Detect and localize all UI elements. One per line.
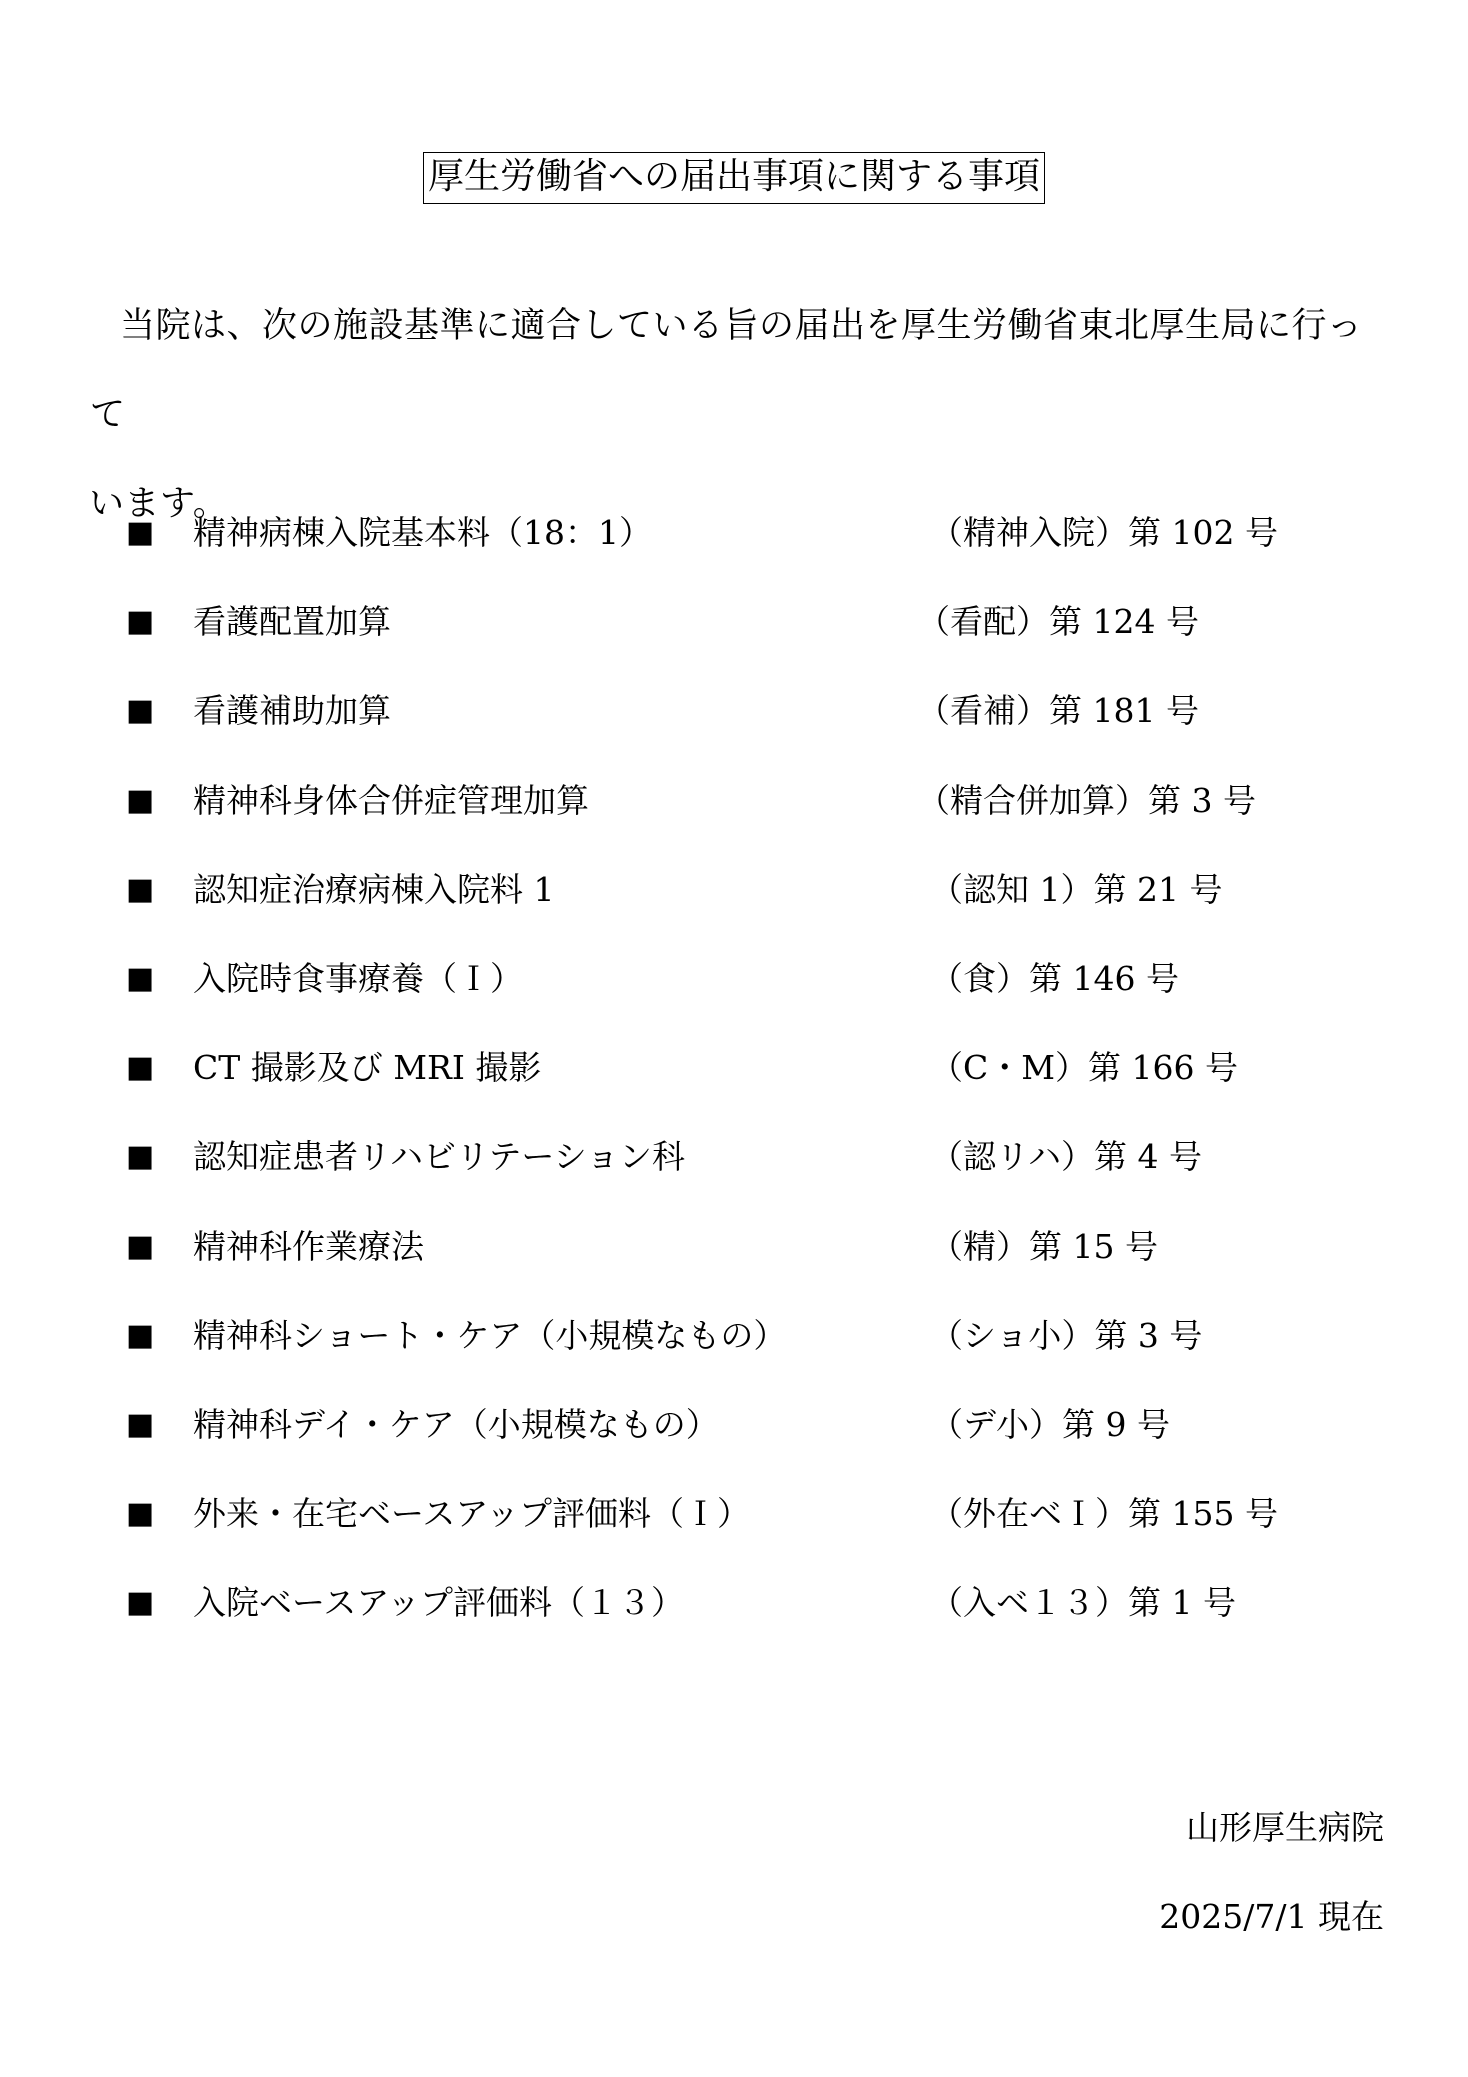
bullet-square-icon: ■: [126, 1585, 155, 1621]
list-item: [0, 1489, 1468, 1578]
document-title: 厚生労働省への届出事項に関する事項: [423, 152, 1045, 204]
bullet-square-icon: ■: [126, 1317, 155, 1353]
list-item: [0, 508, 1468, 597]
as-of-date: 2025/7/1 現在: [1159, 1897, 1384, 1936]
bullet-square-icon: ■: [126, 782, 155, 818]
item-name: 精神病棟入院基本料（18：1）: [193, 513, 652, 552]
title-container: [0, 152, 1468, 204]
bullet-square-icon: ■: [126, 604, 155, 640]
item-code: （看配）第 124 号: [917, 602, 1199, 642]
item-code: （精）第 15 号: [930, 1226, 1158, 1266]
item-code: （認リハ）第 4 号: [930, 1137, 1202, 1177]
item-code: （C・M）第 166 号: [930, 1048, 1239, 1088]
bullet-square-icon: ■: [126, 871, 155, 907]
item-code: （入ベ１３）第 1 号: [930, 1583, 1236, 1623]
hospital-name: 山形厚生病院: [1186, 1808, 1384, 1847]
item-code: （外在ベＩ）第 155 号: [930, 1494, 1278, 1534]
item-name: 入院ベースアップ評価料（１３）: [193, 1583, 685, 1623]
list-item: [0, 686, 1468, 775]
item-code: （デ小）第 9 号: [930, 1404, 1170, 1444]
item-name: 精神科身体合併症管理加算: [193, 780, 589, 820]
bullet-square-icon: ■: [126, 1406, 155, 1442]
bullet-square-icon: ■: [126, 1496, 155, 1532]
item-code: （看補）第 181 号: [917, 691, 1199, 731]
facility-standards-list: [0, 508, 1468, 1667]
item-name: 外来・在宅ベースアップ評価料（Ｉ）: [193, 1494, 751, 1534]
list-item: [0, 597, 1468, 686]
list-item: [0, 776, 1468, 865]
list-item: [0, 1311, 1468, 1400]
list-item: [0, 1400, 1468, 1489]
item-name: 看護配置加算: [193, 602, 391, 642]
item-name: 精神科ショート・ケア（小規模なもの）: [193, 1315, 787, 1355]
item-name: 精神科作業療法: [193, 1226, 424, 1266]
item-name: CT 撮影及び MRI 撮影: [193, 1048, 542, 1088]
bullet-square-icon: ■: [126, 1228, 155, 1264]
item-name: 精神科デイ・ケア（小規模なもの）: [193, 1404, 719, 1444]
bullet-square-icon: ■: [126, 515, 155, 550]
item-name: 認知症患者リハビリテーション科: [193, 1137, 686, 1177]
item-code: （認知 1）第 21 号: [930, 869, 1223, 909]
item-name: 認知症治療病棟入院料 1: [193, 869, 555, 909]
bullet-square-icon: ■: [126, 693, 155, 729]
item-code: （精合併加算）第 3 号: [917, 780, 1256, 820]
item-name: 看護補助加算: [193, 691, 391, 731]
item-code: （ショ小）第 3 号: [930, 1315, 1203, 1355]
bullet-square-icon: ■: [126, 1050, 155, 1086]
intro-line-1: 当院は、次の施設基準に適合している旨の届出を厚生労働省東北厚生局に行って: [90, 306, 1363, 435]
list-item: [0, 1043, 1468, 1132]
item-code: （精神入院）第 102 号: [930, 513, 1278, 552]
intro-line-2: います。: [89, 484, 229, 524]
list-item: [0, 865, 1468, 954]
list-item: [0, 1222, 1468, 1311]
list-item: [0, 1132, 1468, 1221]
bullet-square-icon: ■: [126, 960, 155, 996]
list-item: [0, 954, 1468, 1043]
list-item: [0, 1578, 1468, 1667]
item-name: 入院時食事療養（Ｉ）: [193, 958, 523, 998]
item-code: （食）第 146 号: [930, 958, 1179, 998]
bullet-square-icon: ■: [126, 1139, 155, 1175]
